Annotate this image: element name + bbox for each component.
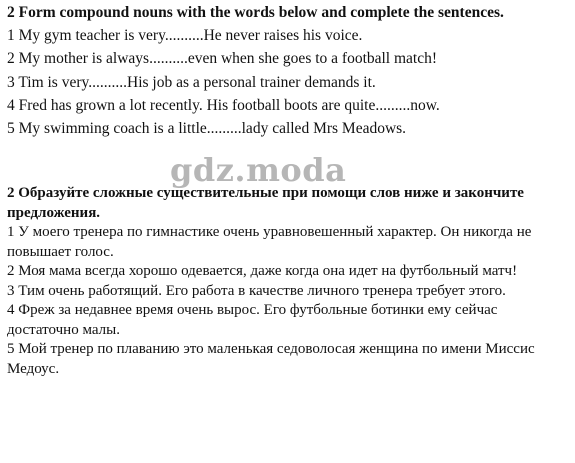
russian-sentence-1: 1 У моего тренера по гимнастике очень уравновешенный характер. Он никогда не повышает голос. [7,224,532,260]
watermark-logo: gdz.moda [170,151,347,189]
russian-translation-block [7,184,569,379]
english-sentence-list [7,24,440,140]
russian-sentence-3: 3 Тим очень работящий. Его работа в качестве личного тренера требует этого. [7,282,506,299]
russian-sentence-4: 4 Фреж за недавнее время очень вырос. Его футбольные ботинки ему сейчас достаточно малы. [7,302,498,338]
english-sentence-1: 1 My gym teacher is very..........He never raises his voice. [7,27,363,44]
russian-sentence-list [7,223,569,379]
russian-sentence-5: 5 Мой тренер по плаванию это маленькая седоволосая женщина по имени Миссис Медоус. [7,341,535,377]
exercise-title-english: 2 Form compound nouns with the words below and complete the sentences. [7,4,504,21]
english-sentence-3: 3 Tim is very..........His job as a personal trainer demands it. [7,73,376,91]
english-sentence-5: 5 My swimming coach is a little.........lady called Mrs Meadows. [7,120,407,138]
exercise-title-russian: 2 Образуйте сложные существительные при помощи слов ниже и закончите предложения. [7,185,524,221]
english-sentence-2: 2 My mother is always..........even when she goes to a football match! [7,50,438,68]
english-sentence-4: 4 Fred has grown a lot recently. His football boots are quite.........now. [7,96,440,114]
russian-sentence-2: 2 Моя мама всегда хорошо одевается, даже когда она идет на футбольный матч! [7,263,518,279]
